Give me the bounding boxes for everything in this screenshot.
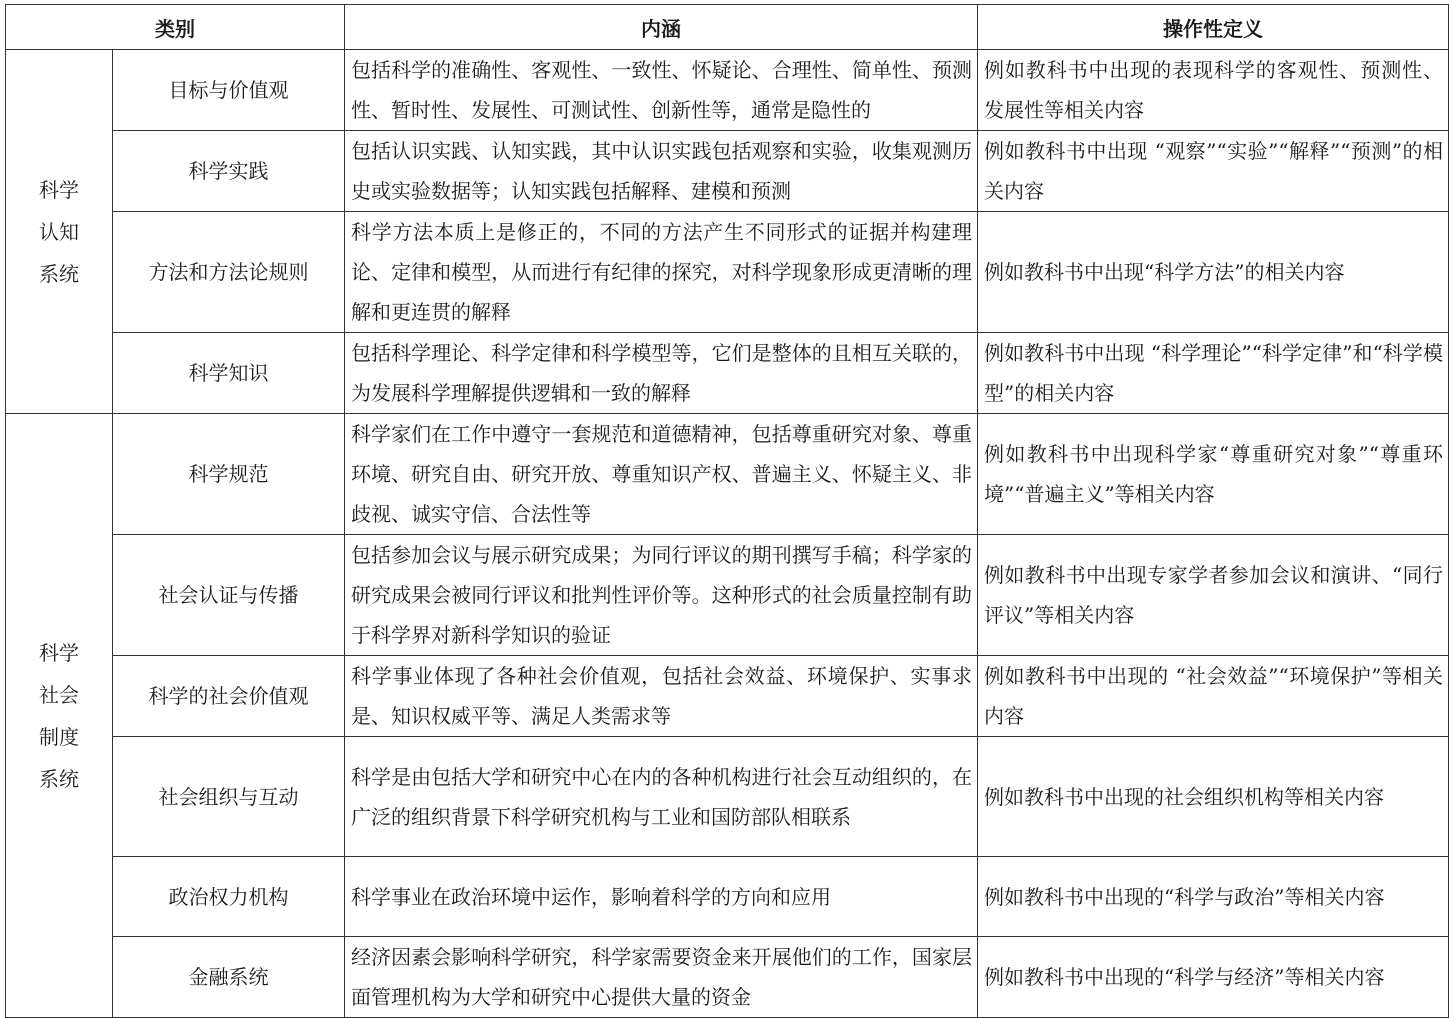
subcategory-cell: 社会认证与传播 bbox=[113, 535, 345, 656]
category-line: 制度 bbox=[39, 724, 79, 749]
table-row bbox=[6, 212, 1449, 333]
table-row bbox=[6, 131, 1449, 212]
category-line: 科学 bbox=[39, 177, 79, 202]
table-row bbox=[6, 656, 1449, 737]
definition-cell: 例如教科书中出现“科学方法”的相关内容 bbox=[978, 212, 1449, 333]
content-cell: 科学是由包括大学和研究中心在内的各种机构进行社会互动组织的，在广泛的组织背景下科学研究机构与工业和国防部队相联系 bbox=[345, 737, 978, 857]
subcategory-cell: 方法和方法论规则 bbox=[113, 212, 345, 333]
category-line: 系统 bbox=[39, 766, 79, 791]
subcategory-cell: 社会组织与互动 bbox=[113, 737, 345, 857]
category-line: 系统 bbox=[39, 261, 79, 286]
definition-cell: 例如教科书中出现科学家“尊重研究对象”“尊重环境”“普遍主义”等相关内容 bbox=[978, 414, 1449, 535]
category-line: 社会 bbox=[39, 682, 79, 707]
category-line: 科学 bbox=[39, 640, 79, 665]
definition-cell: 例如教科书中出现的表现科学的客观性、预测性、发展性等相关内容 bbox=[978, 50, 1449, 131]
category-cognitive-system bbox=[6, 50, 113, 414]
subcategory-cell: 科学知识 bbox=[113, 333, 345, 414]
table-row bbox=[6, 333, 1449, 414]
definition-cell: 例如教科书中出现 “科学理论”“科学定律”和“科学模型”的相关内容 bbox=[978, 333, 1449, 414]
header-row bbox=[6, 5, 1449, 50]
content-cell: 科学事业在政治环境中运作，影响着科学的方向和应用 bbox=[345, 857, 978, 937]
definition-cell: 例如教科书中出现专家学者参加会议和演讲、“同行评议”等相关内容 bbox=[978, 535, 1449, 656]
table-row bbox=[6, 535, 1449, 656]
definition-cell: 例如教科书中出现的 “社会效益”“环境保护”等相关内容 bbox=[978, 656, 1449, 737]
subcategory-cell: 政治权力机构 bbox=[113, 857, 345, 937]
content-cell: 科学事业体现了各种社会价值观，包括社会效益、环境保护、实事求是、知识权威平等、满足人类需求等 bbox=[345, 656, 978, 737]
header-definition: 操作性定义 bbox=[978, 5, 1449, 50]
content-cell: 科学家们在工作中遵守一套规范和道德精神，包括尊重研究对象、尊重环境、研究自由、研究开放、尊重知识产权、普遍主义、怀疑主义、非歧视、诚实守信、合法性等 bbox=[345, 414, 978, 535]
header-content: 内涵 bbox=[345, 5, 978, 50]
content-cell: 科学方法本质上是修正的，不同的方法产生不同形式的证据并构建理论、定律和模型，从而进行有纪律的探究，对科学现象形成更清晰的理解和更连贯的解释 bbox=[345, 212, 978, 333]
definition-cell: 例如教科书中出现的社会组织机构等相关内容 bbox=[978, 737, 1449, 857]
definition-cell: 例如教科书中出现的“科学与政治”等相关内容 bbox=[978, 857, 1449, 937]
content-cell: 经济因素会影响科学研究，科学家需要资金来开展他们的工作，国家层面管理机构为大学和研究中心提供大量的资金 bbox=[345, 937, 978, 1018]
table-row bbox=[6, 857, 1449, 937]
content-cell: 包括认识实践、认知实践，其中认识实践包括观察和实验，收集观测历史或实验数据等；认知实践包括解释、建模和预测 bbox=[345, 131, 978, 212]
content-cell: 包括科学理论、科学定律和科学模型等，它们是整体的且相互关联的，为发展科学理解提供逻辑和一致的解释 bbox=[345, 333, 978, 414]
definition-cell: 例如教科书中出现 “观察”“实验”“解释”“预测”的相关内容 bbox=[978, 131, 1449, 212]
category-line: 认知 bbox=[39, 219, 79, 244]
subcategory-cell: 科学的社会价值观 bbox=[113, 656, 345, 737]
subcategory-cell: 科学实践 bbox=[113, 131, 345, 212]
subcategory-cell: 金融系统 bbox=[113, 937, 345, 1018]
subcategory-cell: 目标与价值观 bbox=[113, 50, 345, 131]
subcategory-cell: 科学规范 bbox=[113, 414, 345, 535]
category-social-system bbox=[6, 414, 113, 1018]
definition-cell: 例如教科书中出现的“科学与经济”等相关内容 bbox=[978, 937, 1449, 1018]
content-cell: 包括参加会议与展示研究成果；为同行评议的期刊撰写手稿；科学家的研究成果会被同行评议和批判性评价等。这种形式的社会质量控制有助于科学界对新科学知识的验证 bbox=[345, 535, 978, 656]
definition-table bbox=[5, 4, 1449, 1018]
table-row bbox=[6, 937, 1449, 1018]
content-cell: 包括科学的准确性、客观性、一致性、怀疑论、合理性、简单性、预测性、暂时性、发展性、可测试性、创新性等，通常是隐性的 bbox=[345, 50, 978, 131]
table-row bbox=[6, 737, 1449, 857]
table-row bbox=[6, 414, 1449, 535]
table-row bbox=[6, 50, 1449, 131]
header-category: 类别 bbox=[6, 5, 345, 50]
